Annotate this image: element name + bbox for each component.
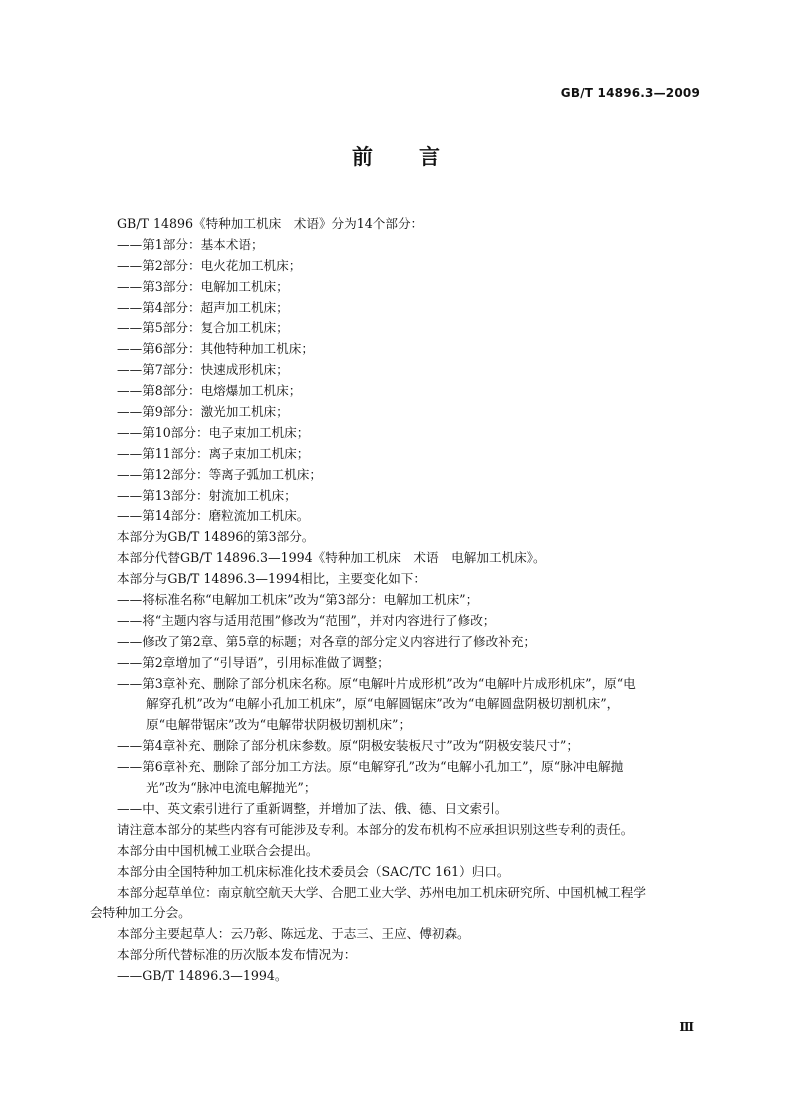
part-list-item: ——第5部分：复合加工机床； xyxy=(117,320,289,336)
part-list-item: ——第14部分：磨粒流加工机床。 xyxy=(117,508,310,524)
part-list-item: ——第12部分：等离子弧加工机床； xyxy=(117,466,322,482)
change-item-continuation: 光”改为“脉冲电流电解抛光”； xyxy=(146,780,317,796)
change-item: ——中、英文索引进行了重新调整，并增加了法、俄、德、日文索引。 xyxy=(117,800,508,816)
patent-notice: 请注意本部分的某些内容有可能涉及专利。本部分的发布机构不应承担识别这些专利的责任。 xyxy=(117,821,634,837)
part-list-item: ——第1部分：基本术语； xyxy=(117,236,264,252)
part-list-item: ——第11部分：离子束加工机床； xyxy=(117,445,310,461)
part-list-item: ——第13部分：射流加工机床； xyxy=(117,487,297,503)
foreword-body xyxy=(90,214,702,987)
drafting-units-continuation: 会特种加工分会。 xyxy=(90,905,191,921)
intro-paragraph: GB/T 14896《特种加工机床 术语》分为14个部分： xyxy=(117,216,424,231)
main-drafters: 本部分主要起草人：云乃彰、陈远龙、于志三、王应、傅初森。 xyxy=(117,926,470,942)
change-item: ——将标准名称“电解加工机床”改为“第3部分：电解加工机床”； xyxy=(117,592,479,608)
replaces-paragraph: 本部分代替GB/T 14896.3—1994《特种加工机床 术语 电解加工机床》。 xyxy=(117,550,546,566)
part-list-item: ——第9部分：激光加工机床； xyxy=(117,404,289,420)
part-list-item: ——第6部分：其他特种加工机床； xyxy=(117,341,314,357)
changes-intro: 本部分与GB/T 14896.3—1994相比，主要变化如下： xyxy=(117,571,426,587)
standard-number: GB/T 14896.3—2009 xyxy=(560,86,700,100)
history-intro: 本部分所代替标准的历次版本发布情况为： xyxy=(117,947,357,963)
title-char-1: 前 xyxy=(352,145,373,169)
change-item: ——第3章补充、删除了部分机床名称。原“电解叶片成形机”改为“电解叶片成形机床”，原“电 xyxy=(117,675,636,691)
change-item: ——第4章补充、删除了部分机床参数。原“阴极安装板尺寸”改为“阴极安装尺寸”； xyxy=(117,738,579,754)
part-list-item: ——第3部分：电解加工机床； xyxy=(117,278,289,294)
drafting-units: 本部分起草单位：南京航空航天大学、合肥工业大学、苏州电加工机床研究所、中国机械工程学 xyxy=(117,884,646,900)
part-list-item: ——第8部分：电熔爆加工机床； xyxy=(117,383,302,399)
change-item: ——第2章增加了“引导语”，引用标准做了调整； xyxy=(117,654,390,670)
page-title xyxy=(0,141,792,171)
centralized-by: 本部分由全国特种加工机床标准化技术委员会（SAC/TC 161）归口。 xyxy=(117,863,510,879)
part-list-item: ——第7部分：快速成形机床； xyxy=(117,362,289,378)
part-list-item: ——第4部分：超声加工机床； xyxy=(117,299,289,315)
history-item: ——GB/T 14896.3—1994。 xyxy=(117,968,288,984)
change-item: ——将“主题内容与适用范围”修改为“范围”，并对内容进行了修改； xyxy=(117,612,496,628)
change-item-continuation: 解穿孔机”改为“电解小孔加工机床”，原“电解圆锯床”改为“电解圆盘阴极切割机床”， xyxy=(146,696,620,712)
this-part-paragraph: 本部分为GB/T 14896的第3部分。 xyxy=(117,529,315,545)
change-item-continuation: 原“电解带锯床”改为“电解带状阴极切割机床”； xyxy=(146,717,412,733)
change-item: ——第6章补充、删除了部分加工方法。原“电解穿孔”改为“电解小孔加工”，原“脉冲电解抛 xyxy=(117,759,624,775)
page-number: Ⅲ xyxy=(679,1020,694,1034)
title-char-2: 言 xyxy=(419,145,440,169)
part-list-item: ——第2部分：电火花加工机床； xyxy=(117,257,302,273)
proposed-by: 本部分由中国机械工业联合会提出。 xyxy=(117,842,319,858)
change-item: ——修改了第2章、第5章的标题；对各章的部分定义内容进行了修改补充； xyxy=(117,633,537,649)
part-list-item: ——第10部分：电子束加工机床； xyxy=(117,424,310,440)
